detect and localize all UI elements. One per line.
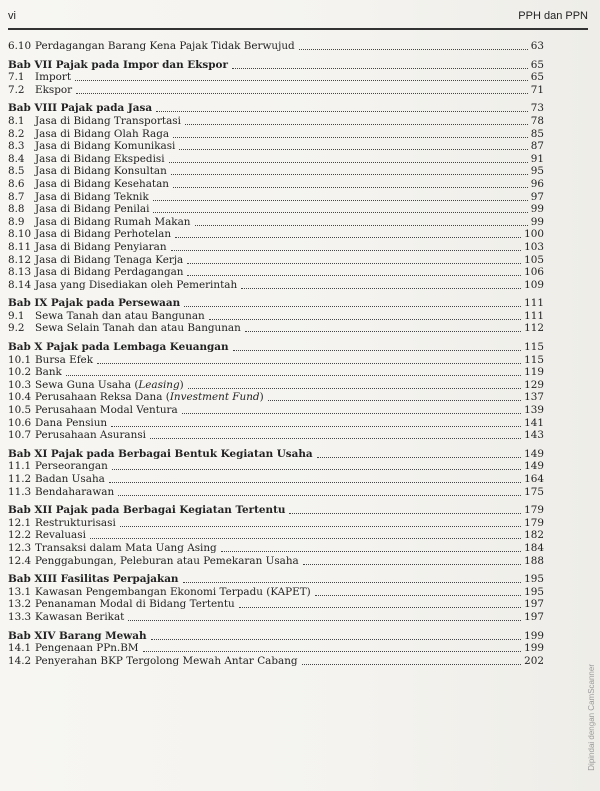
toc-entry-title: Jasa di Bidang Perdagangan: [35, 266, 184, 279]
dot-leader: [109, 473, 521, 483]
toc-page-number: 91: [530, 152, 544, 165]
toc-entry-title: Penyerahan BKP Tergolong Mewah Antar Cabang: [35, 654, 298, 667]
toc-entry-row[interactable]: [8, 486, 544, 499]
toc-entry-number: 7.1: [8, 71, 25, 84]
toc-entry-row[interactable]: [8, 473, 544, 486]
toc-chapter-row[interactable]: [8, 59, 544, 72]
dot-leader: [183, 573, 521, 583]
toc-page-number: 175: [524, 485, 544, 498]
toc-entry-row[interactable]: [8, 178, 544, 191]
toc-entry-row[interactable]: [8, 586, 544, 599]
dot-leader: [153, 191, 528, 201]
toc-entry-title: Transaksi dalam Mata Uang Asing: [35, 541, 217, 554]
dot-leader: [184, 297, 521, 307]
toc-entry-row[interactable]: [8, 611, 544, 624]
toc-page-number: 184: [524, 541, 544, 554]
toc-entry-title: Pengenaan PPn.BM: [35, 642, 139, 655]
toc-page-number: 109: [524, 278, 544, 291]
toc-entry-title: Revaluasi: [35, 529, 86, 542]
dot-leader: [118, 486, 521, 496]
toc-entry-row[interactable]: [8, 555, 544, 568]
toc-entry-title: Penggabungan, Peleburan atau Pemekaran Usaha: [35, 554, 299, 567]
toc-page-number: 199: [524, 642, 544, 655]
toc-page-number: 141: [524, 416, 544, 429]
toc-entry-row[interactable]: [8, 279, 544, 292]
dot-leader: [289, 504, 521, 514]
toc-chapter-title: Bab XIV Barang Mewah: [8, 629, 147, 642]
dot-leader: [239, 598, 521, 608]
dot-leader: [302, 655, 521, 665]
toc-entry-number: 9.1: [8, 309, 25, 322]
toc-entry-row[interactable]: [8, 429, 544, 442]
dot-leader: [90, 529, 521, 539]
toc-entry-title: Kawasan Pengembangan Ekonomi Terpadu (KAPET): [35, 585, 311, 598]
toc-chapter-title: Bab VII Pajak pada Impor dan Ekspor: [8, 58, 228, 71]
toc-page-number: 149: [524, 447, 544, 460]
dot-leader: [187, 266, 521, 276]
dot-leader: [232, 59, 528, 69]
toc-entry-row[interactable]: [8, 216, 544, 229]
toc-entry-title: Badan Usaha: [35, 473, 105, 485]
toc-entry-title: Perusahaan Asuransi: [35, 429, 146, 442]
toc-chapter-title: Bab XIII Fasilitas Perpajakan: [8, 573, 179, 586]
toc-entry-title: Perdagangan Barang Kena Pajak Tidak Berwujud: [35, 40, 295, 52]
toc-chapter-row[interactable]: [8, 630, 544, 643]
toc-page-number: 105: [524, 253, 544, 266]
toc-entry-row[interactable]: [8, 228, 544, 241]
toc-entry-title: Jasa di Bidang Konsultan: [35, 165, 167, 178]
toc-entry-number: 8.4: [8, 152, 25, 165]
toc-entry-number: 8.12: [8, 253, 32, 266]
dot-leader: [179, 140, 528, 150]
toc-entry-number: 10.5: [8, 404, 32, 417]
toc-page-number: 65: [530, 58, 544, 71]
toc-page-number: 197: [524, 598, 544, 611]
toc-entry-number: 11.2: [8, 473, 32, 485]
toc-entry-title: Jasa di Bidang Olah Raga: [35, 127, 170, 140]
dot-leader: [175, 228, 521, 238]
toc-entry-number: 13.2: [8, 598, 32, 611]
toc-entry-number: 8.2: [8, 127, 25, 140]
toc-entry-row[interactable]: [8, 391, 544, 404]
toc-entry-row[interactable]: [8, 460, 544, 473]
toc-entry-title: Sewa Guna Usaha (Leasing): [35, 378, 184, 391]
toc-entry-number: 12.1: [8, 516, 32, 529]
dot-leader: [153, 203, 528, 213]
toc-page-number: 65: [530, 71, 544, 84]
toc-entry-row[interactable]: [8, 379, 544, 392]
toc-entry-row[interactable]: [8, 642, 544, 655]
dot-leader: [245, 322, 521, 332]
toc-entry-row[interactable]: [8, 254, 544, 267]
toc-page-number: 188: [524, 554, 544, 567]
toc-entry-title: Jasa di Bidang Ekspedisi: [35, 152, 165, 165]
dot-leader: [112, 460, 521, 470]
toc-chapter-title: Bab XII Pajak pada Berbagai Kegiatan Tertentu: [8, 504, 286, 517]
table-of-contents: [8, 40, 544, 667]
dot-leader: [221, 542, 521, 552]
toc-entry-number: 13.3: [8, 610, 32, 623]
toc-page-number: 100: [524, 228, 544, 241]
toc-page-number: 115: [524, 341, 544, 354]
dot-leader: [120, 517, 521, 527]
toc-entry-row[interactable]: [8, 40, 544, 53]
toc-entry-row[interactable]: [8, 115, 544, 128]
toc-page-number: 182: [524, 529, 544, 542]
dot-leader: [185, 115, 528, 125]
toc-entry-row[interactable]: [8, 517, 544, 530]
dot-leader: [76, 84, 528, 94]
toc-page-number: 111: [524, 309, 544, 322]
toc-entry-number: 10.3: [8, 378, 32, 391]
toc-page-number: 99: [530, 203, 544, 216]
dot-leader: [171, 165, 528, 175]
toc-entry-title: Jasa yang Disediakan oleh Pemerintah: [35, 278, 238, 291]
toc-entry-row[interactable]: [8, 354, 544, 367]
toc-entry-title: Jasa di Bidang Kesehatan: [35, 177, 169, 190]
dot-leader: [315, 586, 521, 596]
toc-entry-row[interactable]: [8, 417, 544, 430]
toc-chapter-title: Bab X Pajak pada Lembaga Keuangan: [8, 341, 229, 354]
dot-leader: [169, 153, 528, 163]
dot-leader: [97, 354, 521, 364]
toc-entry-number: 8.3: [8, 140, 25, 153]
toc-entry-number: 10.7: [8, 429, 32, 442]
toc-entry-title: Jasa di Bidang Transportasi: [35, 114, 181, 127]
toc-entry-row[interactable]: [8, 153, 544, 166]
toc-chapter-row[interactable]: [8, 297, 544, 310]
dot-leader: [128, 611, 521, 621]
toc-page-number: 139: [524, 404, 544, 417]
toc-entry-title: Ekspor: [35, 83, 73, 96]
toc-entry-number: 8.11: [8, 240, 32, 253]
dot-leader: [241, 279, 521, 289]
toc-page-number: 129: [524, 378, 544, 391]
toc-entry-row[interactable]: [8, 266, 544, 279]
toc-page-number: 99: [530, 215, 544, 228]
toc-page-number: 197: [524, 610, 544, 623]
toc-entry-title: Restrukturisasi: [35, 516, 116, 529]
dot-leader: [303, 555, 521, 565]
toc-page-number: 199: [524, 629, 544, 642]
toc-entry-row[interactable]: [8, 655, 544, 668]
toc-entry-title: Penanaman Modal di Bidang Tertentu: [35, 598, 235, 611]
toc-entry-row[interactable]: [8, 128, 544, 141]
toc-chapter-row[interactable]: [8, 573, 544, 586]
toc-entry-number: 14.2: [8, 654, 32, 667]
toc-entry-number: 9.2: [8, 322, 25, 335]
toc-page-number: 103: [524, 240, 544, 253]
toc-entry-title: Jasa di Bidang Tenaga Kerja: [35, 253, 184, 266]
toc-page-number: 97: [530, 190, 544, 203]
toc-entry-row[interactable]: [8, 542, 544, 555]
toc-entry-number: 8.1: [8, 114, 25, 127]
dot-leader: [182, 404, 521, 414]
toc-entry-title: Jasa di Bidang Komunikasi: [35, 140, 176, 153]
toc-entry-number: 12.2: [8, 529, 32, 542]
toc-entry-number: 8.5: [8, 165, 25, 178]
toc-entry-title: Jasa di Bidang Penilai: [35, 203, 150, 216]
toc-entry-title: Bank: [35, 366, 62, 379]
toc-chapter-row[interactable]: [8, 448, 544, 461]
toc-entry-row[interactable]: [8, 322, 544, 335]
toc-entry-title: Bursa Efek: [35, 353, 94, 366]
dot-leader: [150, 429, 521, 439]
toc-entry-row[interactable]: [8, 71, 544, 84]
toc-entry-number: 6.10: [8, 40, 32, 52]
dot-leader: [233, 341, 521, 351]
toc-page-number: 78: [530, 114, 544, 127]
dot-leader: [75, 71, 528, 81]
dot-leader: [151, 630, 521, 640]
toc-page-number: 71: [530, 83, 544, 96]
toc-entry-title: Perusahaan Reksa Dana (Investment Fund): [35, 391, 264, 404]
toc-chapter-row[interactable]: [8, 504, 544, 517]
toc-entry-number: 11.3: [8, 485, 32, 498]
toc-entry-number: 8.9: [8, 215, 25, 228]
toc-entry-number: 8.8: [8, 203, 25, 216]
toc-page-number: 195: [524, 573, 544, 586]
toc-entry-title: Perusahaan Modal Ventura: [35, 404, 178, 417]
toc-page-number: 149: [524, 460, 544, 473]
page-number: vi: [8, 10, 16, 22]
toc-entry-number: 12.3: [8, 541, 32, 554]
toc-entry-title: Import: [35, 71, 72, 84]
toc-page-number: 95: [530, 165, 544, 178]
dot-leader: [156, 102, 528, 112]
toc-chapter-title: Bab XI Pajak pada Berbagai Bentuk Kegiatan Usaha: [8, 447, 313, 460]
toc-entry-number: 13.1: [8, 585, 32, 598]
toc-chapter-row[interactable]: [8, 102, 544, 115]
toc-entry-row[interactable]: [8, 165, 544, 178]
dot-leader: [268, 391, 521, 401]
toc-entry-number: 12.4: [8, 554, 32, 567]
toc-page-number: 85: [530, 127, 544, 140]
dot-leader: [173, 178, 528, 188]
toc-entry-number: 10.6: [8, 416, 32, 429]
toc-page-number: 179: [524, 516, 544, 529]
toc-page-number: 179: [524, 504, 544, 517]
toc-page-number: 63: [530, 40, 544, 52]
dot-leader: [171, 241, 521, 251]
dot-leader: [66, 366, 521, 376]
scanner-watermark: Dipindai dengan CamScanner: [587, 664, 596, 771]
toc-entry-row[interactable]: [8, 191, 544, 204]
toc-entry-number: 8.13: [8, 266, 32, 279]
toc-entry-row[interactable]: [8, 529, 544, 542]
toc-entry-number: 10.2: [8, 366, 32, 379]
toc-entry-number: 8.14: [8, 278, 32, 291]
toc-chapter-title: Bab IX Pajak pada Persewaan: [8, 297, 181, 310]
toc-entry-title: Dana Pensiun: [35, 416, 108, 429]
toc-page-number: 112: [524, 322, 544, 335]
dot-leader: [317, 448, 521, 458]
running-title: PPH dan PPN: [518, 10, 588, 22]
toc-page-number: 96: [530, 177, 544, 190]
toc-entry-row[interactable]: [8, 140, 544, 153]
dot-leader: [173, 128, 528, 138]
toc-entry-number: 10.4: [8, 391, 32, 404]
dot-leader: [209, 310, 521, 320]
toc-entry-number: 8.6: [8, 177, 25, 190]
toc-page-number: 106: [524, 266, 544, 279]
toc-entry-number: 8.7: [8, 190, 25, 203]
toc-entry-title: Sewa Selain Tanah dan atau Bangunan: [35, 322, 241, 335]
toc-entry-number: 8.10: [8, 228, 32, 241]
toc-entry-number: 11.1: [8, 460, 32, 473]
toc-page-number: 115: [524, 353, 544, 366]
dot-leader: [111, 417, 521, 427]
toc-page-number: 143: [524, 429, 544, 442]
toc-entry-row[interactable]: [8, 203, 544, 216]
toc-entry-title: Jasa di Bidang Teknik: [35, 190, 149, 203]
toc-entry-title: Bendaharawan: [35, 485, 115, 498]
toc-chapter-title: Bab VIII Pajak pada Jasa: [8, 102, 153, 115]
toc-page-number: 119: [524, 366, 544, 379]
toc-page-number: 73: [530, 102, 544, 115]
dot-leader: [188, 379, 521, 389]
toc-entry-row[interactable]: [8, 84, 544, 97]
dot-leader: [299, 40, 528, 50]
toc-entry-row[interactable]: [8, 310, 544, 323]
toc-entry-row[interactable]: [8, 598, 544, 611]
toc-entry-title: Perseorangan: [35, 460, 108, 473]
toc-entry-row[interactable]: [8, 404, 544, 417]
toc-entry-title: Jasa di Bidang Perhotelan: [35, 228, 172, 241]
toc-page-number: 111: [524, 297, 544, 310]
toc-chapter-row[interactable]: [8, 341, 544, 354]
toc-entry-title: Kawasan Berikat: [35, 610, 125, 623]
page-header: [8, 8, 588, 30]
toc-entry-title: Jasa di Bidang Rumah Makan: [35, 215, 191, 228]
toc-entry-row[interactable]: [8, 241, 544, 254]
toc-page-number: 87: [530, 140, 544, 153]
toc-entry-row[interactable]: [8, 366, 544, 379]
toc-page-number: 137: [524, 391, 544, 404]
toc-entry-number: 10.1: [8, 353, 32, 366]
dot-leader: [143, 642, 521, 652]
toc-entry-number: 14.1: [8, 642, 32, 655]
toc-entry-title: Jasa di Bidang Penyiaran: [35, 240, 167, 253]
toc-page-number: 164: [524, 473, 544, 485]
dot-leader: [187, 254, 521, 264]
dot-leader: [195, 216, 528, 226]
toc-page-number: 195: [524, 585, 544, 598]
toc-entry-number: 7.2: [8, 83, 25, 96]
toc-entry-title: Sewa Tanah dan atau Bangunan: [35, 309, 205, 322]
toc-page-number: 202: [524, 654, 544, 667]
